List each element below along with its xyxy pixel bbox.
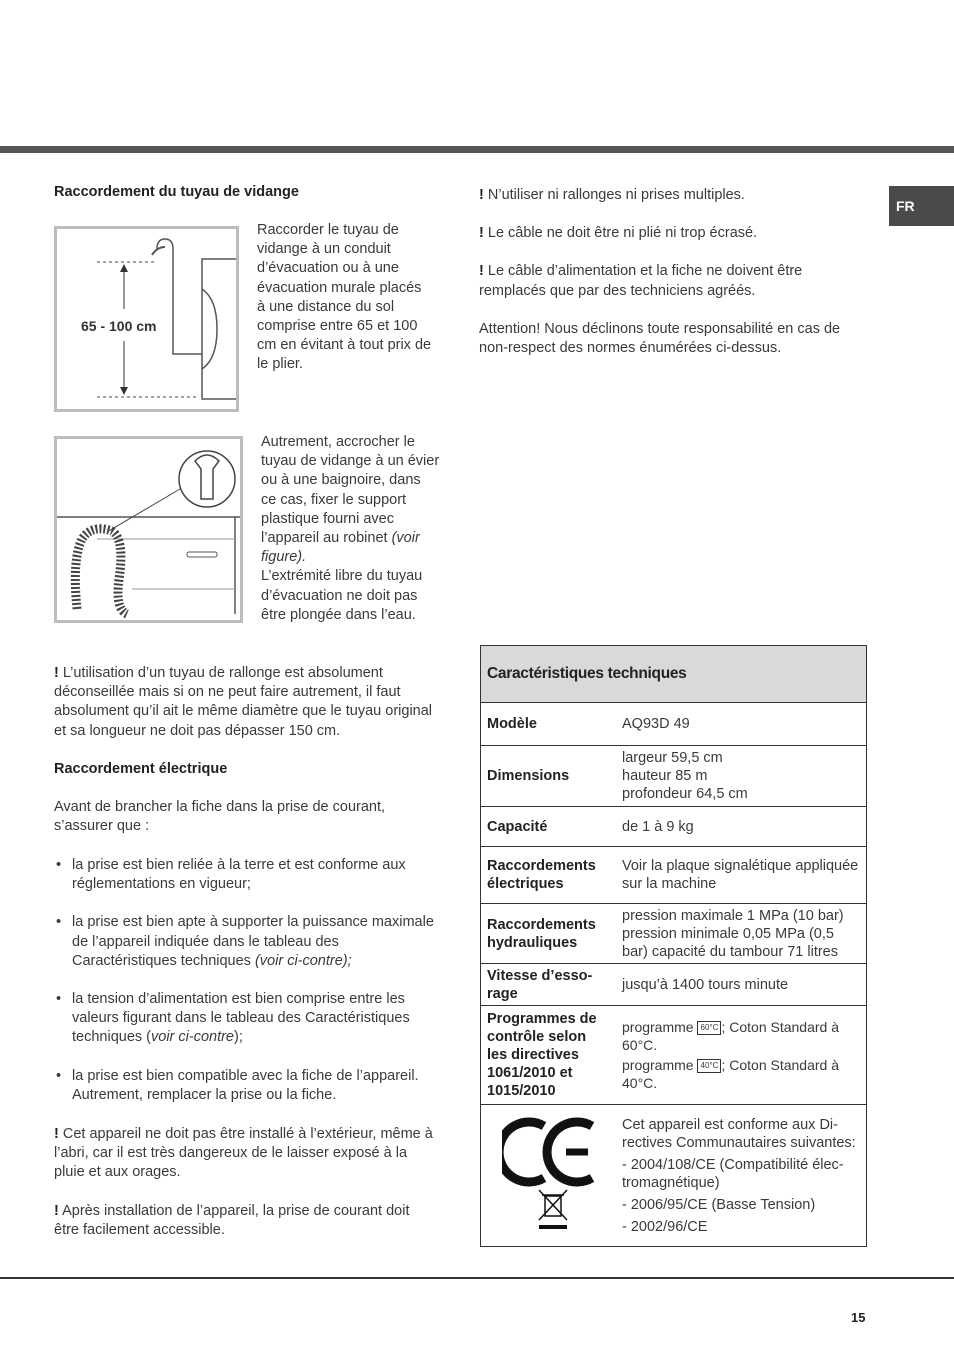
table-row: Raccordements électriques Voir la plaque signalétique appliquée sur la machine bbox=[481, 847, 867, 904]
list-item: • la prise est bien compatible avec la fiche de l’appareil. Autrement, remplacer la prise ou la fiche. bbox=[54, 1067, 434, 1105]
table-row: Raccordements hydrauliques pression maximale 1 MPa (10 bar) pression minimale 0,05 MPa (0,5 bar) capacité du tambour 71 litres bbox=[481, 904, 867, 964]
ce-weee-logos bbox=[502, 1112, 602, 1234]
height-range-label: 65 - 100 cm bbox=[81, 318, 157, 334]
electric-section-title: Raccordement électrique bbox=[54, 761, 228, 777]
socket-access-warning: ! Après installation de l’appareil, la prise de courant doit être facilement accessible. bbox=[54, 1203, 410, 1239]
electric-intro: Avant de brancher la fiche dans la prise de courant, s’assurer que : bbox=[54, 799, 386, 835]
drain-text-sink: Autrement, accrocher le tuyau de vidange à un évier ou à une baignoire, dans ce cas, fixer le support plastique fourni avec l’appareil au robinet (voir figure). L’extrémité libre du tuyau d’évacuation ne doit pas être plongée dans l’eau. bbox=[261, 434, 440, 623]
figure-sink-drain bbox=[54, 436, 243, 623]
warning-extension-cords: ! N’utiliser ni rallonges ni prises multiples. bbox=[479, 187, 745, 203]
cotton-60-icon: 60°C bbox=[697, 1021, 721, 1035]
table-row: Vitesse d’esso- rage jusqu’à 1400 tours minute bbox=[481, 964, 867, 1006]
table-row: Programmes de contrôle selon les directives 1061/2010 et 1015/2010 programme 60°C ; Coton Standard à 60°C. programme 40°C ; Coton Standard à 40°C. bbox=[481, 1006, 867, 1105]
language-tab: FR bbox=[889, 186, 954, 226]
outdoor-warning: ! Cet appareil ne doit pas être installé à l’extérieur, même à l’abri, car il est très dangereux de le laisser exposé à la pluie et aux orages. bbox=[54, 1126, 433, 1181]
table-row: Dimensions largeur 59,5 cm hauteur 85 m profondeur 64,5 cm bbox=[481, 746, 867, 807]
attention-notice: Attention! Nous déclinons toute responsabilité en cas de non-respect des normes énumérées ci-dessus. bbox=[479, 320, 841, 357]
table-row: Cet appareil est conforme aux Di- rectives Communautaires suivantes: - 2004/108/CE (Compatibilité élec- tromagnétique) - 2006/95/CE (Basse Tension) - 2002/96/CE bbox=[481, 1105, 867, 1247]
warning-cable-bend: ! Le câble ne doit être ni plié ni trop écrasé. bbox=[479, 225, 758, 242]
list-item: • la tension d’alimentation est bien comprise entre les valeurs figurant dans le tableau des Caractéristiques techniques (voir ci-contre); bbox=[54, 990, 434, 1048]
header-rule bbox=[0, 146, 954, 153]
list-item: • la prise est bien reliée à la terre et est conforme aux réglementations en vigueur; bbox=[54, 856, 434, 894]
technical-specs-table bbox=[480, 645, 867, 1247]
page-number: 15 bbox=[851, 1310, 866, 1325]
extension-hose-warning: ! L’utilisation d’un tuyau de rallonge est absolument déconseillée mais si on ne peut faire autrement, il faut absolument qu’il ait le même diamètre que le tuyau original et sa longueur ne doit pas dépasser 150 cm. bbox=[54, 665, 433, 739]
figure-wall-drain bbox=[54, 226, 239, 412]
list-item: • la prise est bien apte à supporter la puissance maximale de l’appareil indiquée dans le tableau des Caractéristiques techniques (voir ci-contre); bbox=[54, 913, 434, 971]
right-warnings bbox=[479, 186, 859, 358]
table-row: Capacité de 1 à 9 kg bbox=[481, 807, 867, 847]
spec-table-title: Caractéristiques techniques bbox=[481, 646, 867, 703]
drain-section-title: Raccordement du tuyau de vidange bbox=[54, 184, 299, 200]
ce-intro: Cet appareil est conforme aux Di- rectives Communautaires suivantes: bbox=[622, 1116, 856, 1151]
sink-drain-illustration bbox=[57, 439, 240, 620]
electric-checklist bbox=[54, 856, 434, 1124]
drain-text-wall: Raccorder le tuyau de vidange à un conduit d’évacuation ou à une évacuation murale placés à une distance du sol comprise entre 65 et 100 cm en évitant à tout prix de le plier. bbox=[257, 222, 432, 373]
warning-cable-replace: ! Le câble d’alimentation et la fiche ne doivent être remplacés que par des techniciens agréés. bbox=[479, 263, 803, 299]
cotton-40-icon: 40°C bbox=[697, 1059, 721, 1073]
footer-rule bbox=[0, 1277, 954, 1279]
table-row: Modèle AQ93D 49 bbox=[481, 703, 867, 746]
